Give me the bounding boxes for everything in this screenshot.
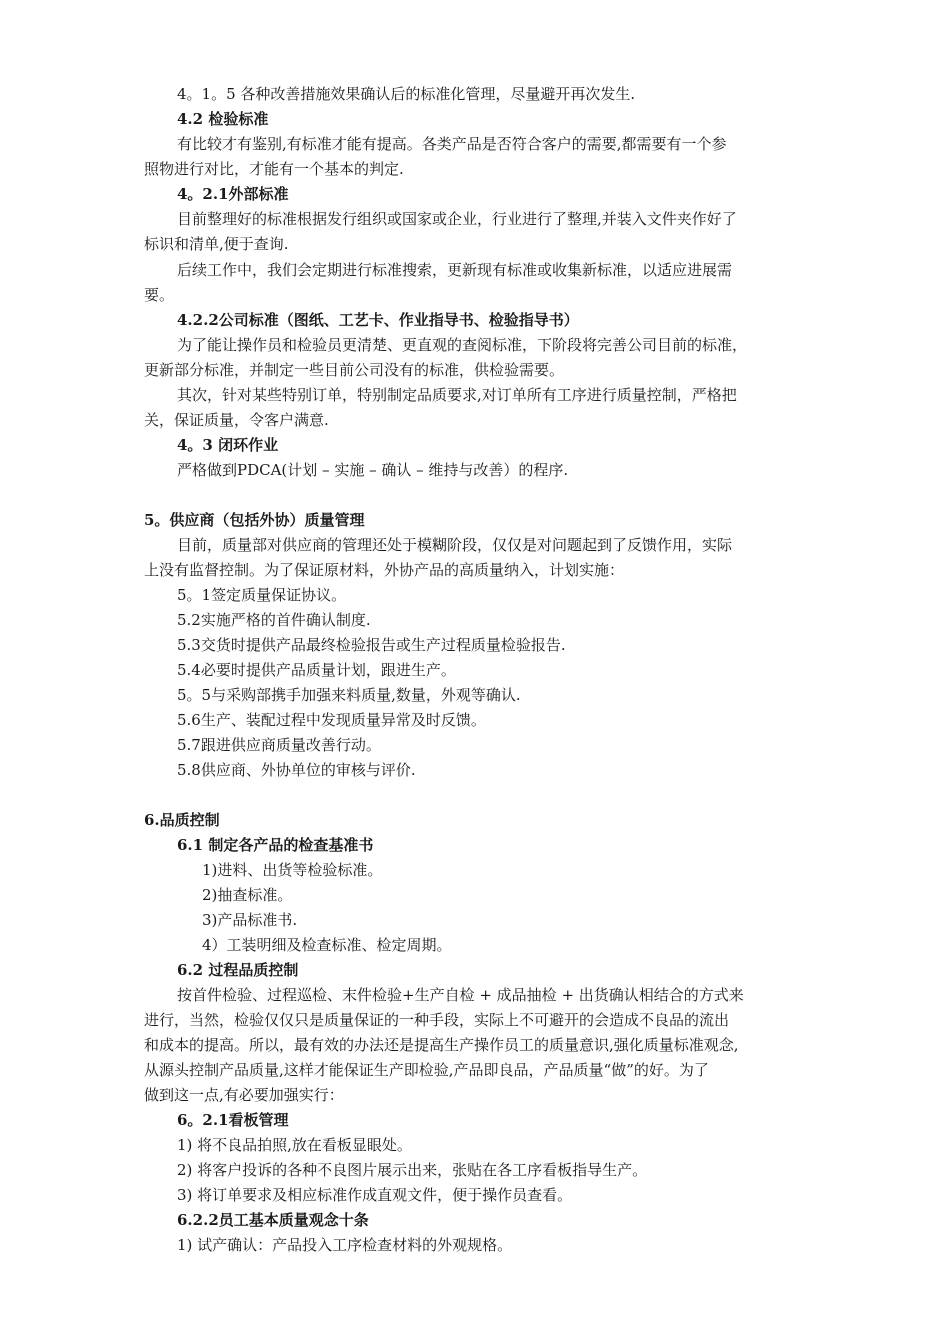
section-heading: 4.2 检验标准 [177, 110, 269, 128]
text-line: 标识和清单,便于查询. [144, 235, 289, 253]
section-heading: 4.2.2公司标准（图纸、工艺卡、作业指导书、检验指导书） [177, 311, 579, 329]
text-line: 其次，针对某些特别订单，特别制定品质要求,对订单所有工序进行质量控制，严格把 [177, 386, 737, 404]
section-heading: 6.2 过程品质控制 [177, 961, 299, 979]
list-item: 5.7跟进供应商质量改善行动。 [177, 736, 381, 754]
text-line: 4。1。5 各种改善措施效果确认后的标准化管理，尽量避开再次发生. [177, 85, 636, 103]
list-item: 5.2实施严格的首件确认制度. [177, 611, 371, 629]
text-line: 目前整理好的标准根据发行组织或国家或企业，行业进行了整理,并装入文件夹作好了 [177, 210, 737, 228]
list-item: 1) 试产确认：产品投入工序检查材料的外观规格。 [177, 1236, 513, 1254]
list-item: 5.6生产、装配过程中发现质量异常及时反馈。 [177, 711, 486, 729]
chapter-heading: 6.品质控制 [144, 811, 220, 829]
list-item: 1)进料、出货等检验标准。 [202, 861, 383, 879]
list-item: 2) 将客户投诉的各种不良图片展示出来，张贴在各工序看板指导生产。 [177, 1161, 648, 1179]
list-item: 4）工装明细及检查标准、检定周期。 [202, 936, 452, 954]
list-item: 3)产品标准书. [202, 911, 298, 929]
text-line: 按首件检验、过程巡检、末件检验+生产自检 + 成品抽检 + 出货确认相结合的方式来 [177, 986, 744, 1004]
section-heading: 6.1 制定各产品的检查基准书 [177, 836, 374, 854]
text-line: 严格做到PDCA(计划 – 实施 – 确认 – 维持与改善）的程序. [177, 461, 569, 479]
list-item: 5。1签定质量保证协议。 [177, 586, 347, 604]
section-heading: 4。3 闭环作业 [177, 436, 279, 454]
section-heading: 6.2.2员工基本质量观念十条 [177, 1211, 369, 1229]
list-item: 5.4必要时提供产品质量计划，跟进生产。 [177, 661, 456, 679]
list-item: 2)抽查标准。 [202, 886, 293, 904]
section-heading: 6。2.1看板管理 [177, 1111, 289, 1129]
text-line: 进行，当然，检验仅仅只是质量保证的一种手段，实际上不可避开的会造成不良品的流出 [144, 1011, 730, 1029]
text-line: 从源头控制产品质量,这样才能保证生产即检验,产品即良品，产品质量“做”的好。为了 [144, 1061, 709, 1079]
list-item: 5.8供应商、外协单位的审核与评价. [177, 761, 416, 779]
text-line: 照物进行对比，才能有一个基本的判定. [144, 160, 404, 178]
text-line: 为了能让操作员和检验员更清楚、更直观的查阅标准，下阶段将完善公司目前的标准， [177, 336, 748, 354]
chapter-heading: 5。供应商（包括外协）质量管理 [144, 511, 365, 529]
text-line: 做到这一点,有必要加强实行： [144, 1086, 344, 1104]
list-item: 1) 将不良品拍照,放在看板显眼处。 [177, 1136, 412, 1154]
text-line: 更新部分标准，并制定一些目前公司没有的标准，供检验需要。 [144, 361, 565, 379]
list-item: 3) 将订单要求及相应标准作成直观文件，便于操作员查看。 [177, 1186, 573, 1204]
list-item: 5。5与采购部携手加强来料质量,数量，外观等确认. [177, 686, 521, 704]
text-line: 关，保证质量，令客户满意. [144, 411, 329, 429]
text-line: 有比较才有鉴别,有标准才能有提高。各类产品是否符合客户的需要,都需要有一个参 [177, 135, 727, 153]
text-line: 后续工作中，我们会定期进行标准搜索，更新现有标准或收集新标准，以适应进展需 [177, 261, 733, 279]
section-heading: 4。2.1外部标准 [177, 185, 289, 203]
list-item: 5.3交货时提供产品最终检验报告或生产过程质量检验报告. [177, 636, 566, 654]
text-line: 要。 [144, 286, 175, 304]
text-line: 和成本的提高。所以，最有效的办法还是提高生产操作员工的质量意识,强化质量标准观念, [144, 1036, 739, 1054]
text-line: 目前，质量部对供应商的管理还处于模糊阶段，仅仅是对问题起到了反馈作用，实际 [177, 536, 733, 554]
text-line: 上没有监督控制。为了保证原材料，外协产品的高质量纳入，计划实施： [144, 561, 625, 579]
